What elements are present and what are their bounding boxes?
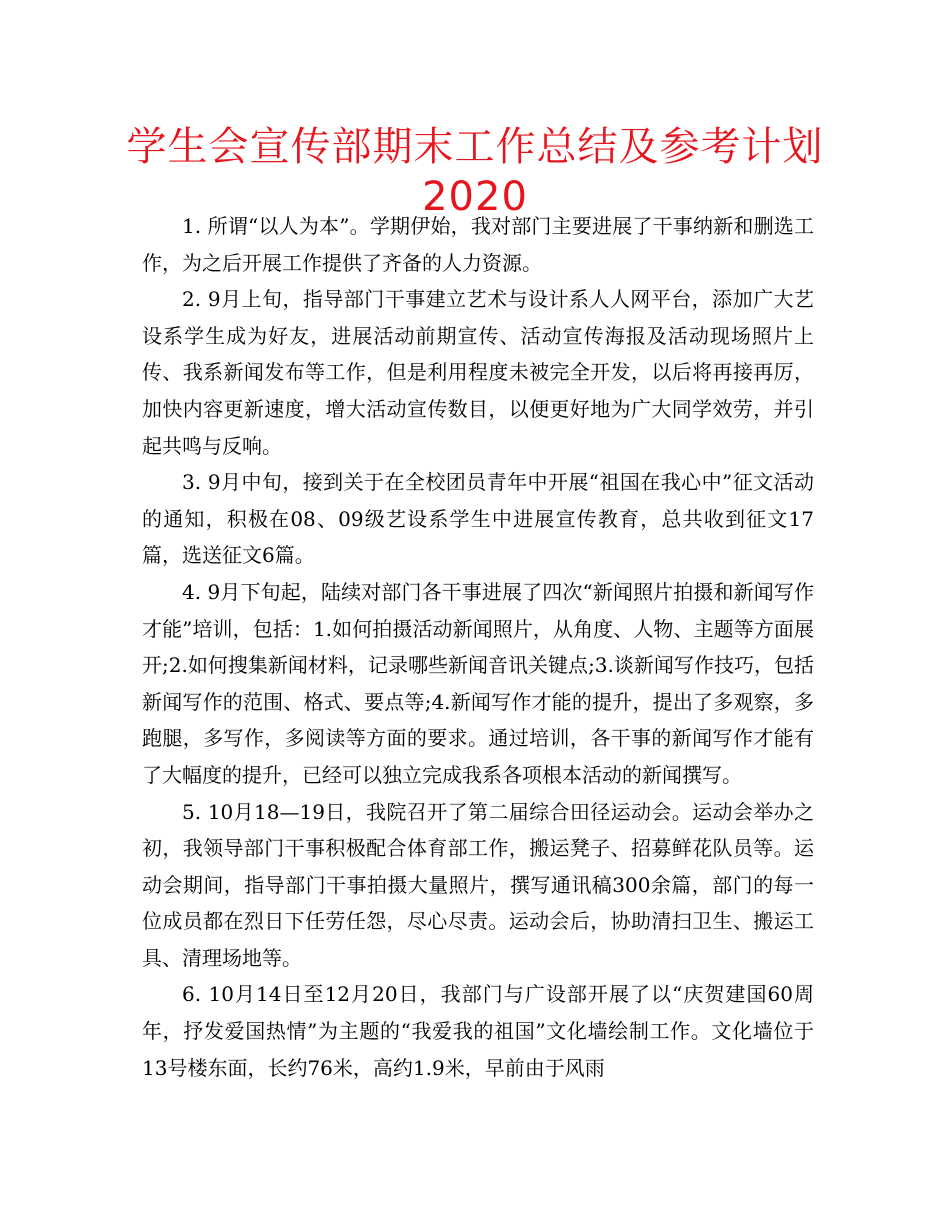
paragraph-5: 5. 10月18—19日，我院召开了第二届综合田径运动会。运动会举办之初，我领导部门干事积极配合体育部工作，搬运凳子、招募鲜花队员等。运动会期间，指导部门干事拍摄大量照片，撰写通讯稿300余篇，部门的每一位成员都在烈日下任劳任怨，尽心尽责。运动会后，协助清扫卫生、搬运工具、清理场地等。: [142, 799, 814, 970]
paragraph-4: 4. 9月下旬起，陆续对部门各干事进展了四次“新闻照片拍摄和新闻写作才能”培训，包括：1.如何拍摄活动新闻照片，从角度、人物、主题等方面展开;2.如何搜集新闻材料，记录哪些新闻音讯关键点;3.谈新闻写作技巧，包括新闻写作的范围、格式、要点等;4.新闻写作才能的提升，提出了多观察，多跑腿，多写作，多阅读等方面的要求。通过培训，各干事的新闻写作才能有了大幅度的提升，已经可以独立完成我系各项根本活动的新闻撰写。: [142, 579, 814, 787]
paragraph-1: 1. 所谓“以人为本”。学期伊始，我对部门主要进展了干事纳新和删选工作，为之后开展工作提供了齐备的人力资源。: [142, 214, 814, 275]
paragraph-2: 2. 9月上旬，指导部门干事建立艺术与设计系人人网平台，添加广大艺设系学生成为好友，进展活动前期宣传、活动宣传海报及活动现场照片上传、我系新闻发布等工作，但是利用程度未被完全开发，以后将再接再厉，加快内容更新速度，增大活动宣传数目，以便更好地为广大同学效劳，并引起共鸣与反响。: [142, 287, 814, 458]
paragraph-3: 3. 9月中旬，接到关于在全校团员青年中开展“祖国在我心中”征文活动的通知，积极在08、09级艺设系学生中进展宣传教育，总共收到征文17篇，选送征文6篇。: [142, 470, 814, 568]
document-title-line2: 2020: [422, 174, 528, 220]
document-body: [142, 208, 814, 1086]
document-title-line1: 学生会宣传部期末工作总结及参考计划: [126, 124, 824, 170]
paragraph-6: 6. 10月14日至12月20日，我部门与广设部开展了以“庆贺建国60周年，抒发爱国热情”为主题的“我爱我的祖国”文化墙绘制工作。文化墙位于13号楼东面，长约76米，高约1.9米，早前由于风雨: [142, 982, 814, 1080]
